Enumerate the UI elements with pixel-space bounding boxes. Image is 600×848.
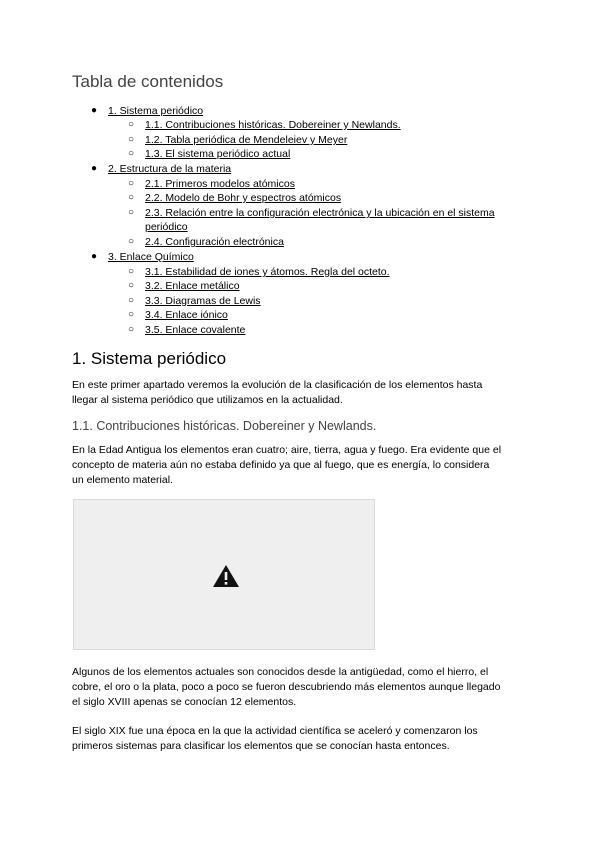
toc-item[interactable]	[145, 133, 347, 147]
paragraph	[72, 443, 532, 488]
bullet: ●	[91, 163, 98, 174]
toc-item-continuation[interactable]	[145, 220, 188, 234]
toc-link[interactable]: periódico	[145, 221, 188, 233]
toc-item[interactable]	[108, 104, 203, 118]
bullet: ○	[128, 236, 135, 247]
toc-item[interactable]	[145, 206, 495, 220]
paragraph	[72, 378, 532, 408]
toc-link[interactable]: 3. Enlace Químico	[108, 251, 194, 263]
subsection-heading: 1.1. Contribuciones históricas. Dobereiner y Newlands.	[72, 419, 377, 433]
text-line: el siglo XVIII apenas se conocían 12 elementos.	[72, 696, 297, 708]
toc-link[interactable]: 1. Sistema periódico	[108, 105, 204, 117]
toc-item[interactable]	[145, 235, 284, 249]
bullet: ○	[128, 192, 135, 203]
bullet: ○	[128, 148, 135, 159]
toc-link[interactable]: 3.4. Enlace iónico	[145, 309, 228, 321]
text-line: concepto de materia aún no estaba definido ya que al fuego, que es energía, lo considera	[72, 459, 490, 471]
toc-item[interactable]	[145, 118, 401, 132]
toc-link[interactable]: 2.3. Relación entre la configuración electrónica y la ubicación en el sistema	[145, 207, 495, 219]
text-line: primeros sistemas para clasificar los elementos que se conocían hasta entonces.	[72, 740, 450, 752]
toc-link[interactable]: 1.1. Contribuciones históricas. Dobereiner y Newlands.	[145, 119, 401, 131]
bullet: ○	[128, 309, 135, 320]
bullet: ○	[128, 295, 135, 306]
toc-link[interactable]: 2.2. Modelo de Bohr y espectros atómicos	[145, 192, 342, 204]
bullet: ●	[91, 251, 98, 262]
toc-link[interactable]: 2.1. Primeros modelos atómicos	[145, 178, 295, 190]
text-line: Algunos de los elementos actuales son conocidos desde la antigüedad, como el hierro, el	[72, 666, 489, 678]
toc-item[interactable]	[108, 162, 231, 176]
bullet: ○	[128, 280, 135, 291]
paragraph	[72, 724, 532, 754]
text-line: En este primer apartado veremos la evolución de la clasificación de los elementos hasta	[72, 379, 483, 391]
bullet: ○	[128, 119, 135, 130]
paragraph	[72, 665, 532, 710]
toc-link[interactable]: 3.5. Enlace covalente	[145, 324, 246, 336]
text-line: un elemento material.	[72, 474, 173, 486]
toc-item[interactable]	[145, 279, 240, 293]
toc-title: Tabla de contenidos	[72, 72, 224, 91]
toc-link[interactable]: 1.2. Tabla periódica de Mendeleiev y Meyer	[145, 134, 348, 146]
text-line: llegar al sistema periódico que utilizamos en la actualidad.	[72, 394, 343, 406]
toc-item[interactable]	[145, 308, 228, 322]
section-heading: 1. Sistema periódico	[72, 349, 227, 368]
toc-link[interactable]: 3.2. Enlace metálico	[145, 280, 240, 292]
bullet: ○	[128, 207, 135, 218]
text-line: El siglo XIX fue una época en la que la actividad científica se aceleró y comenzaron los	[72, 725, 478, 737]
text-line: cobre, el oro o la plata, poco a poco se fueron descubriendo más elementos aunque llegado	[72, 681, 501, 693]
toc-link[interactable]: 2.4. Configuración electrónica	[145, 236, 284, 248]
toc-item[interactable]	[145, 265, 390, 279]
toc-item[interactable]	[145, 147, 290, 161]
toc-item[interactable]	[145, 177, 295, 191]
toc-item[interactable]	[145, 191, 341, 205]
bullet: ○	[128, 134, 135, 145]
toc-link[interactable]: 3.3. Diagramas de Lewis	[145, 295, 261, 307]
bullet: ●	[91, 105, 98, 116]
warning-icon	[212, 564, 240, 588]
bullet: ○	[128, 324, 135, 335]
text-line: En la Edad Antigua los elementos eran cuatro; aire, tierra, agua y fuego. Era evidente que el	[72, 444, 502, 456]
toc-link[interactable]: 3.1. Estabilidad de iones y átomos. Regla del octeto.	[145, 266, 390, 278]
toc-link[interactable]: 2. Estructura de la materia	[108, 163, 232, 175]
bullet: ○	[128, 266, 135, 277]
toc-item[interactable]	[145, 294, 261, 308]
toc-item[interactable]	[108, 250, 194, 264]
toc-item[interactable]	[145, 323, 245, 337]
toc-link[interactable]: 1.3. El sistema periódico actual	[145, 148, 291, 160]
bullet: ○	[128, 178, 135, 189]
